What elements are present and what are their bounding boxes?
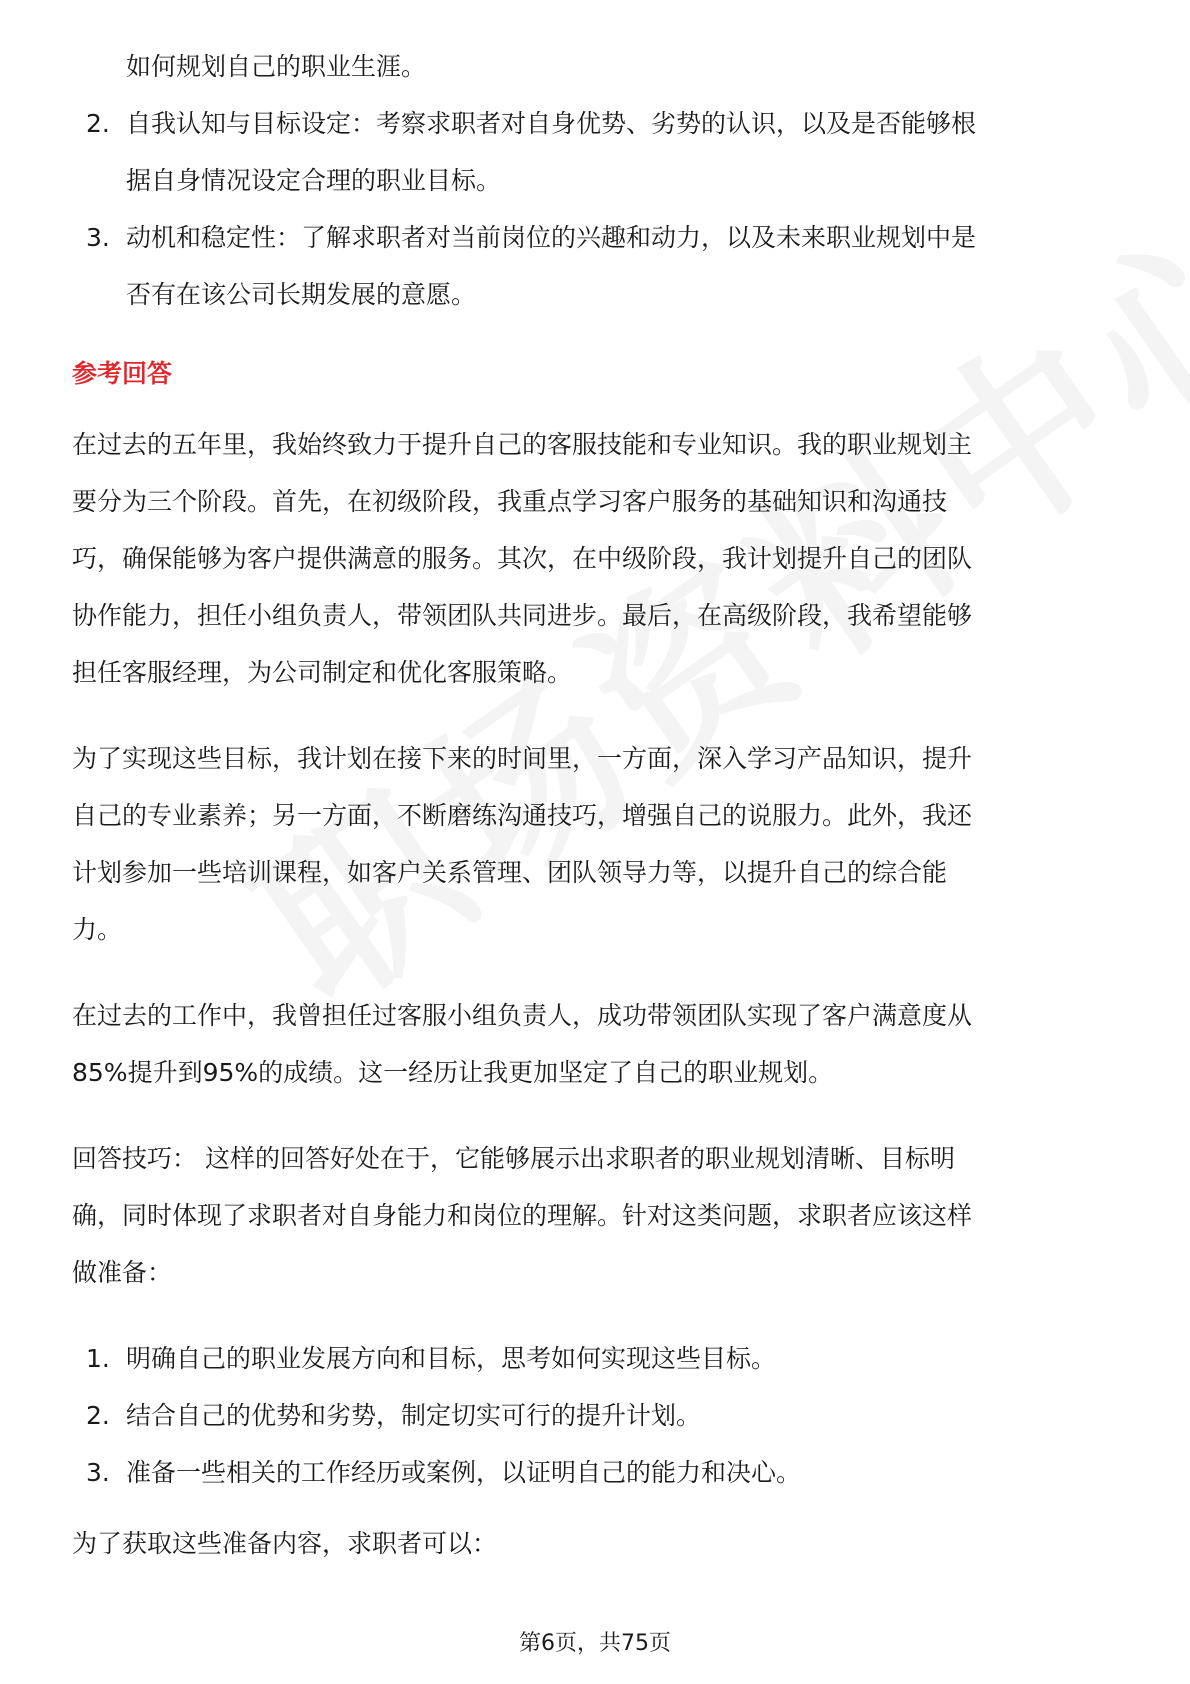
page-footer: 第6页，共75页 <box>519 1631 671 1656</box>
list-item <box>72 1387 1118 1444</box>
paragraph-line: 自己的专业素养；另一方面，不断磨练沟通技巧，增强自己的说服力。此外，我还 <box>72 801 973 830</box>
paragraph-line: 担任客服经理，为公司制定和优化客服策略。 <box>72 658 573 687</box>
paragraph-line: 确，同时体现了求职者对自身能力和岗位的理解。针对这类问题，求职者应该这样 <box>72 1201 973 1230</box>
answer-paragraph <box>72 416 1118 701</box>
list-number: 2. <box>86 1401 110 1430</box>
tips-paragraph <box>72 1130 1118 1301</box>
closing-line: 为了获取这些准备内容，求职者可以： <box>72 1529 498 1558</box>
paragraph-line: 回答技巧： 这样的回答好处在于，它能够展示出求职者的职业规划清晰、目标明 <box>72 1144 955 1173</box>
list-item <box>72 1444 1118 1501</box>
list-text-line: 否有在该公司长期发展的意愿。 <box>126 280 477 309</box>
paragraph-line: 做准备： <box>72 1258 173 1287</box>
list-text: 准备一些相关的工作经历或案例，以证明自己的能力和决心。 <box>126 1458 802 1487</box>
paragraph-line: 力。 <box>72 915 123 944</box>
question-points-list <box>72 95 1118 323</box>
answer-paragraph <box>72 730 1118 958</box>
list-number: 3. <box>86 223 110 252</box>
intro-continuation: 如何规划自己的职业生涯。 <box>126 52 427 81</box>
list-item <box>72 209 1118 323</box>
list-text-line: 自我认知与目标设定：考察求职者对自身优势、劣势的认识，以及是否能够根 <box>126 109 977 138</box>
answer-heading: 参考回答 <box>72 359 173 388</box>
list-text-line: 动机和稳定性：了解求职者对当前岗位的兴趣和动力，以及未来职业规划中是 <box>126 223 977 252</box>
list-text-line: 据自身情况设定合理的职业目标。 <box>126 166 502 195</box>
preparation-list <box>72 1330 1118 1501</box>
paragraph-line: 要分为三个阶段。首先，在初级阶段，我重点学习客户服务的基础知识和沟通技 <box>72 487 948 516</box>
page-content <box>72 38 1118 1601</box>
list-number: 3. <box>86 1458 110 1487</box>
paragraph-line: 为了实现这些目标，我计划在接下来的时间里，一方面，深入学习产品知识，提升 <box>72 744 973 773</box>
paragraph-line: 巧，确保能够为客户提供满意的服务。其次，在中级阶段，我计划提升自己的团队 <box>72 544 973 573</box>
list-text: 结合自己的优势和劣势，制定切实可行的提升计划。 <box>126 1401 702 1430</box>
paragraph-line: 85%提升到95%的成绩。这一经历让我更加坚定了自己的职业规划。 <box>72 1058 834 1087</box>
list-text: 明确自己的职业发展方向和目标，思考如何实现这些目标。 <box>126 1344 777 1373</box>
list-number: 2. <box>86 109 110 138</box>
list-number: 1. <box>86 1344 110 1373</box>
list-item <box>72 95 1118 209</box>
list-item <box>72 1330 1118 1387</box>
paragraph-line: 在过去的五年里，我始终致力于提升自己的客服技能和专业知识。我的职业规划主 <box>72 430 973 459</box>
paragraph-line: 在过去的工作中，我曾担任过客服小组负责人，成功带领团队实现了客户满意度从 <box>72 1001 973 1030</box>
answer-paragraph <box>72 987 1118 1101</box>
paragraph-line: 协作能力，担任小组负责人，带领团队共同进步。最后，在高级阶段，我希望能够 <box>72 601 973 630</box>
paragraph-line: 计划参加一些培训课程，如客户关系管理、团队领导力等，以提升自己的综合能 <box>72 858 948 887</box>
